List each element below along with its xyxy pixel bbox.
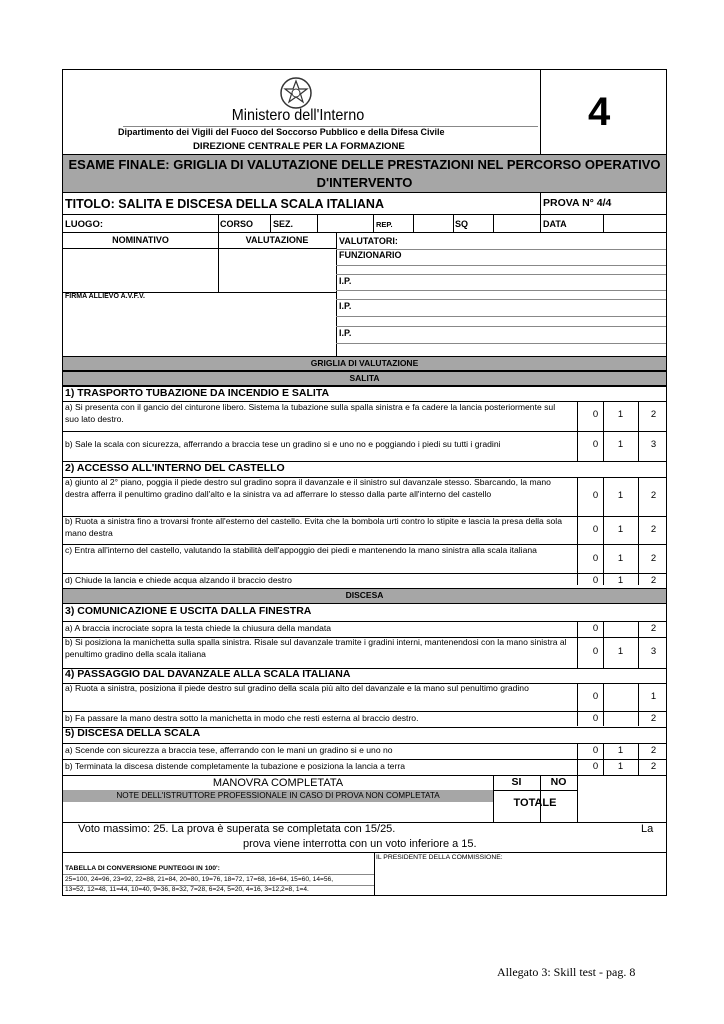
presidente-label: IL PRESIDENTE DELLA COMMISSIONE: [376, 854, 503, 861]
section-5-item-a: a) Scende con sicurezza a braccia tese, afferrando con le mani un gradino si e uno no [65, 745, 393, 755]
totale-label: TOTALE [513, 797, 557, 809]
rep-label: REP. [376, 220, 393, 229]
score-2a-1: 1 [617, 490, 624, 501]
direction-name: DIREZIONE CENTRALE PER LA FORMAZIONE [193, 141, 405, 152]
ip-label-3: I.P. [339, 328, 352, 338]
section-1-item-a: a) Si presenta con il gancio del cinturone libero. Sistema la tubazione sulla spalla sinistra e fa cadere la lancia posteriormente sul suo lato destro. [65, 402, 556, 424]
score-2c-2: 2 [650, 553, 657, 564]
score-1b-1: 1 [617, 439, 624, 450]
republic-emblem-icon [279, 76, 313, 110]
manovra-label: MANOVRA COMPLETATA [212, 777, 344, 789]
score-3a-0: 0 [592, 623, 599, 634]
section-3-title: 3) COMUNICAZIONE E USCITA DALLA FINESTRA [65, 605, 312, 617]
score-5a-2: 2 [650, 745, 657, 756]
section-4-item-b: b) Fa passare la mano destra sotto la manichetta in modo che resti esterna al braccio destro. [65, 713, 419, 723]
section-1-item-b: b) Sale la scala con sicurezza, afferrando a braccia tese un gradino si e uno no e poggiando i piedi su tutti i gradini [65, 439, 501, 449]
score-4b-2: 2 [650, 713, 657, 724]
section-1-title: 1) TRASPORTO TUBAZIONE DA INCENDIO E SALITA [65, 387, 330, 399]
score-2c-0: 0 [592, 553, 599, 564]
funzionario-label: FUNZIONARIO [339, 250, 402, 260]
page-footer: Allegato 3: Skill test - pag. 8 [497, 965, 636, 979]
score-5b-0: 0 [592, 761, 599, 772]
no-label: NO [550, 776, 567, 788]
section-2-item-a: a) giunto al 2° piano, poggia il piede destro sul gradino sopra il davanzale e il sinistro sul davanzale stesso. Sbarcando, la mano destra afferra il penultimo gradino dall'alto e la sinistra va ad afferrare lo stesso dalla parte all'interno del castello [65, 477, 551, 499]
score-2b-1: 1 [617, 524, 624, 535]
score-1a-0: 0 [592, 409, 599, 420]
corso-label: CORSO [220, 219, 254, 229]
voto-la: La [641, 823, 654, 835]
nominativo-label: NOMINATIVO [112, 235, 169, 245]
score-3b-2: 3 [650, 646, 657, 657]
form-frame [62, 69, 667, 896]
luogo-label: LUOGO: [65, 219, 103, 230]
tabella-line-1: 25=100, 24=96, 23=92, 22=88, 21=84, 20=80, 19=76, 18=72, 17=68, 16=64, 15=60, 14=56, [65, 876, 334, 883]
tabella-line-2: 13=52, 12=48, 11=44, 10=40, 9=36, 8=32, 7=28, 6=24, 5=20, 4=16, 3=12,2=8, 1=4. [65, 886, 309, 893]
score-5a-1: 1 [617, 745, 624, 756]
si-label: SI [511, 776, 522, 788]
score-1a-1: 1 [617, 409, 624, 420]
valutazione-label: VALUTAZIONE [245, 235, 309, 245]
section-2-item-c: c) Entra all'interno del castello, valutando la stabilità dell'appoggio dei piedi e mantenendo la mano sinistra alla scala italiana [65, 545, 537, 555]
voto-line-1: Voto massimo: 25. La prova è superata se completata con 15/25. [78, 823, 396, 835]
score-2d-1: 1 [617, 575, 624, 586]
score-4a-0: 0 [592, 691, 599, 702]
score-2d-0: 0 [592, 575, 599, 586]
score-4b-0: 0 [592, 713, 599, 724]
score-5b-2: 2 [650, 761, 657, 772]
score-3b-0: 0 [592, 646, 599, 657]
voto-line-2: prova viene interrotta con un voto inferiore a 15. [243, 838, 477, 850]
section-2-item-d: d) Chiude la lancia e chiede acqua alzando il braccio destro [65, 575, 292, 585]
firma-allievo-label: FIRMA ALLIEVO A.V.F.V. [65, 293, 145, 300]
section-5-title: 5) DISCESA DELLA SCALA [65, 727, 201, 739]
score-1b-2: 3 [650, 439, 657, 450]
tabella-title: TABELLA DI CONVERSIONE PUNTEGGI IN 100': [65, 865, 220, 872]
note-istruttore: NOTE DELL'ISTRUTTORE PROFESSIONALE IN CASO DI PROVA NON COMPLETATA [116, 791, 440, 800]
section-2-item-b: b) Ruota a sinistra fino a trovarsi fronte all'esterno del castello. Evita che la bombola urti contro lo stipite e lascia la presa della sola mano destra [65, 516, 562, 538]
ip-label-2: I.P. [339, 301, 352, 311]
ministry-name: Ministero dell'Interno [231, 107, 365, 124]
section-2-title: 2) ACCESSO ALL'INTERNO DEL CASTELLO [65, 462, 285, 474]
score-2d-2: 2 [650, 575, 657, 586]
score-4a-2: 1 [650, 691, 657, 702]
score-3b-1: 1 [617, 646, 624, 657]
grid-title: GRIGLIA DI VALUTAZIONE [310, 358, 419, 368]
score-2c-1: 1 [617, 553, 624, 564]
score-2b-0: 0 [592, 524, 599, 535]
exam-title-line2: D'INTERVENTO [316, 175, 413, 190]
score-2a-2: 2 [650, 490, 657, 501]
score-2b-2: 2 [650, 524, 657, 535]
ip-label-1: I.P. [339, 276, 352, 286]
sq-label: SQ [455, 219, 469, 229]
score-1a-2: 2 [650, 409, 657, 420]
score-3a-2: 2 [650, 623, 657, 634]
sez-label: SEZ. [273, 219, 294, 229]
test-title: TITOLO: SALITA E DISCESA DELLA SCALA ITALIANA [65, 197, 384, 211]
test-number: 4 [588, 90, 611, 134]
data-label: DATA [543, 219, 567, 229]
valutatori-label: VALUTATORI: [339, 236, 398, 246]
exam-title-line1: ESAME FINALE: GRIGLIA DI VALUTAZIONE DELLE PRESTAZIONI NEL PERCORSO OPERATIVO [68, 157, 661, 172]
score-2a-0: 0 [592, 490, 599, 501]
score-1b-0: 0 [592, 439, 599, 450]
salita-label: SALITA [349, 373, 380, 383]
prova-number: PROVA N° 4/4 [543, 197, 612, 209]
section-3-item-b: b) Si posiziona la manichetta sulla spalla sinistra. Risale sul davanzale tramite i gradini interni, mantenendosi con la mano sinistra al penultimo gradino della scala italiana [65, 637, 567, 659]
score-5b-1: 1 [617, 761, 624, 772]
section-4-item-a: a) Ruota a sinistra, posiziona il piede destro sul gradino della scala più alto del davanzale e la mano sul penultimo gradino [65, 683, 529, 693]
section-3-item-a: a) A braccia incrociate sopra la testa chiede la chiusura della mandata [65, 623, 332, 633]
section-5-item-b: b) Terminata la discesa distende completamente la tubazione e posiziona la lancia a terra [65, 761, 405, 771]
discesa-label: DISCESA [345, 590, 384, 600]
score-5a-0: 0 [592, 745, 599, 756]
section-4-title: 4) PASSAGGIO DAL DAVANZALE ALLA SCALA ITALIANA [65, 668, 351, 680]
department-name: Dipartimento dei Vigili del Fuoco del Soccorso Pubblico e della Difesa Civile [118, 127, 445, 138]
